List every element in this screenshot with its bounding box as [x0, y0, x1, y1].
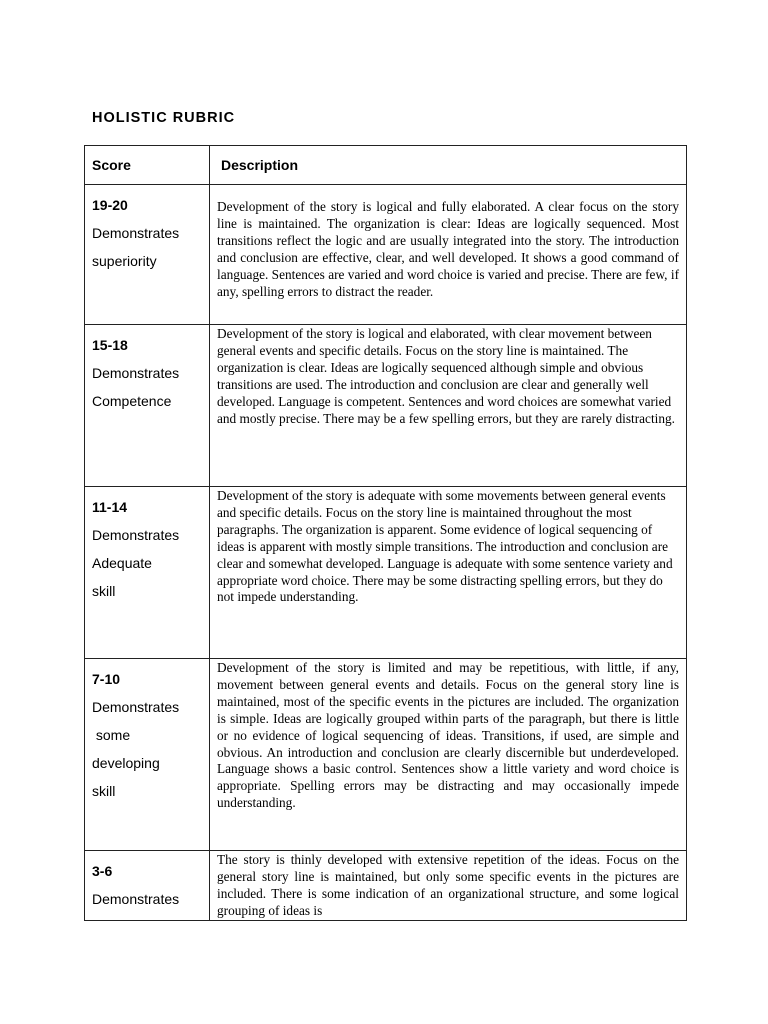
score-range: 3-6 [92, 863, 113, 879]
level-label: Demonstrates [92, 891, 180, 907]
level-label: developing [92, 755, 160, 771]
table-header-row [85, 146, 687, 185]
score-range: 7-10 [92, 671, 121, 687]
page-title: HOLISTIC RUBRIC [92, 110, 236, 126]
level-label: Demonstrates [92, 527, 180, 543]
rubric-table [84, 145, 687, 921]
description-cell: The story is thinly developed with extensive repetition of the ideas. Focus on the general story line is maintained, but only some specific events in the pictures are included. There is some indication of an organizational structure, and some logical grouping of ideas is [210, 851, 687, 921]
description-cell: Development of the story is adequate with some movements between general events and specific details. Focus on the story line is maintained throughout the most paragraphs. The organization is apparent. Some evidence of logical sequencing of ideas is apparent with mostly simple transitions. The introduction and conclusion are clear and somewhat developed. Language is adequate with some sentence variety and appropriate word choice. There may be some distracting spelling errors, but they do not impede understanding. [210, 487, 687, 659]
description-cell: Development of the story is logical and elaborated, with clear movement between general events and specific details. Focus on the story line is maintained. The organization is clear. Ideas are logically sequenced although simple and obvious transitions are used. The introduction and conclusion are clear and generally well developed. Language is competent. Sentences and word choices are somewhat varied and mostly precise. There may be a few spelling errors, but they are rarely distracting. [210, 325, 687, 487]
level-label: skill [92, 583, 116, 599]
score-cell [85, 659, 210, 851]
level-label: some [92, 727, 131, 743]
score-cell [85, 185, 210, 325]
score-range: 15-18 [92, 337, 128, 353]
table-row [85, 325, 687, 487]
level-label: Demonstrates [92, 365, 180, 381]
description-cell: Development of the story is logical and fully elaborated. A clear focus on the story line is maintained. The organization is clear: Ideas are logically sequenced. Most transitions reflect the logic and are usually integrated into the story. The introduction and conclusion are effective, clear, and well developed. It shows a good command of language. Sentences are varied and word choice is varied and precise. There are few, if any, spelling errors to distract the reader. [210, 185, 687, 325]
table-row [85, 659, 687, 851]
column-header-score: Score [85, 146, 210, 185]
score-cell [85, 487, 210, 659]
table-row [85, 851, 687, 921]
level-label: Competence [92, 393, 172, 409]
level-label: Demonstrates [92, 699, 180, 715]
score-cell [85, 325, 210, 487]
level-label: Demonstrates [92, 225, 180, 241]
column-header-description: Description [210, 146, 687, 185]
level-label: Adequate [92, 555, 152, 571]
score-range: 19-20 [92, 197, 128, 213]
table-row [85, 185, 687, 325]
description-cell: Development of the story is limited and may be repetitious, with little, if any, movement between general events and details. Focus on the general story line is maintained, most of the specific events in the pictures are included. The organization is simple. Ideas are logically grouped within parts of the paragraph, but there is little or no evidence of logical sequencing of ideas. Transitions, if used, are simple and obvious. An introduction and conclusion are clearly discernible but underdeveloped. Language shows a basic control. Sentences show a little variety and word choice is appropriate. Spelling errors may be distracting and may occasionally impede understanding. [210, 659, 687, 851]
table-row [85, 487, 687, 659]
score-cell [85, 851, 210, 921]
score-range: 11-14 [92, 499, 128, 515]
level-label: skill [92, 783, 116, 799]
level-label: superiority [92, 253, 157, 269]
